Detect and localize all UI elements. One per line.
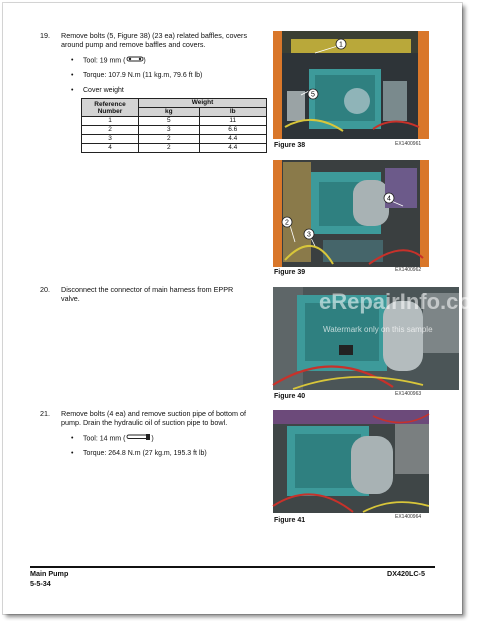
row-lb: 4.4 xyxy=(199,135,267,144)
figure-40-code: EX1400963 xyxy=(395,391,422,397)
step-21-torque: • Torque: 264.8 N.m (27 kg.m, 195.3 ft lb) xyxy=(83,449,207,458)
header-reference-line2: Number xyxy=(97,107,123,115)
header-reference-line1: Reference xyxy=(94,100,126,108)
figure-40-caption: Figure 40 xyxy=(274,393,306,400)
step-20-line1: Disconnect the connector of main harness from EPPR xyxy=(61,285,234,294)
row-ref: 3 xyxy=(82,135,139,144)
step-19-torque: • Torque: 107.9 N.m (11 kg.m, 79.6 ft lb) xyxy=(83,71,202,80)
row-lb: 4.4 xyxy=(199,144,267,153)
step-21-tool-label: Tool: 14 mm ( xyxy=(83,435,126,443)
step-19-tool-label: Tool: 19 mm ( xyxy=(83,57,126,65)
figure-38-code: EX1400961 xyxy=(395,141,422,147)
figure-39-caption: Figure 39 xyxy=(274,269,306,276)
page xyxy=(3,3,491,614)
table-row xyxy=(82,144,267,153)
figure-41-caption: Figure 41 xyxy=(274,517,306,524)
header-kg: kg xyxy=(139,108,200,117)
footer-page-number: 5-5-34 xyxy=(30,579,51,588)
row-kg: 3 xyxy=(139,126,200,135)
header-weight: Weight xyxy=(139,99,267,108)
step-21-line2: pump. Drain the hydraulic oil of suction pipe to bowl. xyxy=(61,418,228,427)
row-kg: 5 xyxy=(139,117,200,126)
table-row xyxy=(82,135,267,144)
step-21-text xyxy=(61,409,271,427)
row-ref: 2 xyxy=(82,126,139,135)
step-21-tool-close: ) xyxy=(151,435,154,443)
header-reference xyxy=(82,99,139,117)
step-20-number: 20. xyxy=(40,285,50,294)
step-19-cover: • Cover weight xyxy=(83,86,124,95)
figure-41-code: EX1400964 xyxy=(395,514,422,520)
step-20-text xyxy=(61,285,271,303)
row-lb: 11 xyxy=(199,117,267,126)
row-lb: 6.6 xyxy=(199,126,267,135)
figure-41-image xyxy=(273,410,429,513)
figure-38-callout-1: 1 xyxy=(339,41,343,49)
figure-39-code: EX1400962 xyxy=(395,267,422,273)
figure-39-callout-4: 4 xyxy=(387,195,391,203)
step-19-tool xyxy=(83,56,146,65)
step-19-line2: around pump and remove baffles and covers. xyxy=(61,40,206,49)
row-kg: 2 xyxy=(139,135,200,144)
step-19-tool-close: ) xyxy=(143,57,146,65)
step-19-number: 19. xyxy=(40,31,50,40)
table-row xyxy=(82,117,267,126)
row-ref: 4 xyxy=(82,144,139,153)
row-kg: 2 xyxy=(139,144,200,153)
header-lb: lb xyxy=(199,108,267,117)
figure-38-caption: Figure 38 xyxy=(274,142,306,149)
step-20-line2: valve. xyxy=(61,294,80,303)
figure-38-callout-5: 5 xyxy=(311,91,315,99)
socket-wrench-icon xyxy=(127,434,154,443)
step-21-tool xyxy=(83,434,154,443)
figure-39-callout-2: 2 xyxy=(285,219,289,227)
step-21-line1: Remove bolts (4 ea) and remove suction pipe of bottom of xyxy=(61,409,246,418)
footer-model: DX420LC-5 xyxy=(387,569,425,578)
watermark-main: eRepairInfo.com xyxy=(319,289,491,314)
step-21-number: 21. xyxy=(40,409,50,418)
watermark-sub: Watermark only on this sample xyxy=(323,325,433,334)
footer-rule xyxy=(30,566,435,568)
wrench-icon xyxy=(127,56,146,65)
step-19-line1: Remove bolts (5, Figure 38) (23 ea) related baffles, covers xyxy=(61,31,248,40)
row-ref: 1 xyxy=(82,117,139,126)
footer-section: Main Pump xyxy=(30,569,69,578)
weight-table xyxy=(81,98,267,153)
figure-39-image xyxy=(273,160,429,267)
figure-39-callout-3: 3 xyxy=(307,231,311,239)
table-row xyxy=(82,126,267,135)
figure-40-image xyxy=(273,287,491,390)
step-19-text xyxy=(61,31,271,49)
figure-38-image xyxy=(273,31,429,139)
